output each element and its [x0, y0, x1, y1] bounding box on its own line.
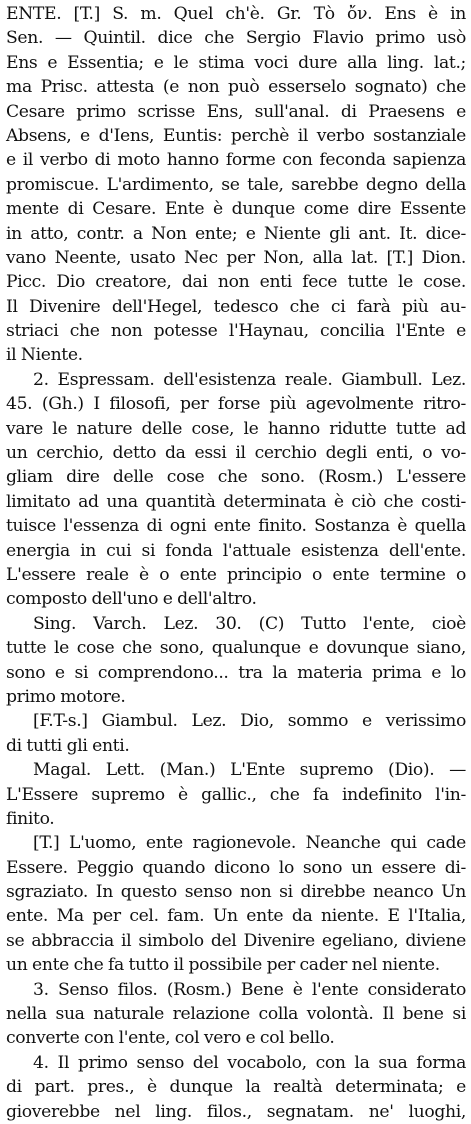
text-line: composto dell'uno e dell'altro.: [6, 589, 257, 610]
text-line: Magal. Lett. (Man.) L'Ente supremo (Dio). —: [33, 760, 466, 781]
text-line: 4. Il primo senso del vocabolo, con la sua forma: [33, 1052, 466, 1073]
text-line: ma Prisc. attesta (e non può esserselo sognato) che: [6, 77, 466, 98]
text-line: primo motore.: [6, 686, 126, 707]
text-line: sgraziato. In questo senso non si direbbe neanco Un: [6, 882, 466, 903]
text-line: Essere. Peggio quando dicono lo sono un essere di-: [6, 857, 466, 878]
text-line: Sen. — Quintil. dice che Sergio Flavio primo usò: [6, 28, 466, 49]
text-line: il Niente.: [6, 345, 83, 366]
text-line: tuisce l'essenza di ogni ente finito. Sostanza è quella: [6, 516, 466, 537]
text-line: Sing. Varch. Lez. 30. (C) Tutto l'ente, cioè: [33, 613, 466, 634]
text-line: nella sua naturale relazione colla volontà. Il bene si: [6, 1004, 466, 1025]
text-line: Cesare primo scrisse Ens, sull'anal. di Praesens e: [6, 101, 466, 122]
text-line: in atto, contr. a Non ente; e Niente gli ant. It. dice-: [6, 223, 466, 244]
text-line: energia in cui si fonda l'attuale esistenza dell'ente.: [6, 540, 466, 561]
text-line: L'essere reale è o ente principio o ente termine o: [6, 564, 466, 585]
text-line: un ente che fa tutto il possibile per cader nel niente.: [6, 955, 440, 976]
text-line: Absens, e d'Iens, Euntis: perchè il verbo sostanziale: [6, 125, 466, 146]
text-line: [F.T-s.] Giambul. Lez. Dio, sommo e verissimo: [33, 711, 466, 732]
text-line: promiscue. L'ardimento, se tale, sarebbe degno della: [6, 174, 466, 195]
text-line: di part. pres., è dunque la realtà determinata; e: [6, 1077, 466, 1098]
text-line: 45. (Gh.) I filosofi, per forse più agevolmente ritro-: [6, 394, 466, 415]
text-line: se abbraccia il simbolo del Divenire egeliano, diviene: [6, 930, 466, 951]
text-line: mente di Cesare. Ente è dunque come dire Essente: [6, 199, 466, 220]
text-line: L'Essere supremo è gallic., che fa indefinito l'in-: [6, 784, 466, 805]
text-line: Ens e Essentia; e le stima voci dure alla ling. lat.;: [6, 52, 466, 73]
text-line: Picc. Dio creatore, dai non enti fece tutte le cose.: [6, 272, 466, 293]
text-line: Il Divenire dell'Hegel, tedesco che ci farà più au-: [6, 296, 466, 317]
text-line: gioverebbe nel ling. filos., segnatam. ne' luoghi,: [6, 1101, 466, 1122]
text-line: 3. Senso filos. (Rosm.) Bene è l'ente considerato: [33, 979, 466, 1000]
text-line: tutte le cose che sono, qualunque e dovunque siano,: [6, 638, 466, 659]
text-line: limitato ad una quantità determinata è ciò che costi-: [6, 491, 466, 512]
text-line: [T.] L'uomo, ente ragionevole. Neanche qui cade: [33, 833, 466, 854]
text-line: 2. Espressam. dell'esistenza reale. Giambull. Lez.: [33, 369, 466, 390]
text-line: sono e si comprendono... tra la materia prima e lo: [6, 662, 466, 683]
text-line: vano Neente, usato Nec per Non, alla lat. [T.] Dion.: [6, 247, 466, 268]
text-line: striaci che non potesse l'Haynau, concilia l'Ente e: [6, 321, 466, 342]
text-line: ente. Ma per cel. fam. Un ente da niente. E l'Italia,: [6, 906, 466, 927]
text-line: di tutti gli enti.: [6, 735, 130, 756]
text-line: finito.: [6, 808, 55, 829]
text-line: vare le nature delle cose, le hanno ridutte tutte ad: [6, 418, 466, 439]
text-line: e il verbo di moto hanno forme con feconda sapienza: [6, 150, 466, 171]
text-line: ENTE. [T.] S. m. Quel ch'è. Gr. Τὸ ὄν. Ens è in: [6, 4, 466, 24]
text-line: gliam dire delle cose che sono. (Rosm.) L'essere: [6, 467, 466, 488]
text-line: un cerchio, detto da essi il cerchio degli enti, o vo-: [6, 443, 466, 464]
text-line: converte con l'ente, col vero e col bello.: [6, 1028, 335, 1049]
